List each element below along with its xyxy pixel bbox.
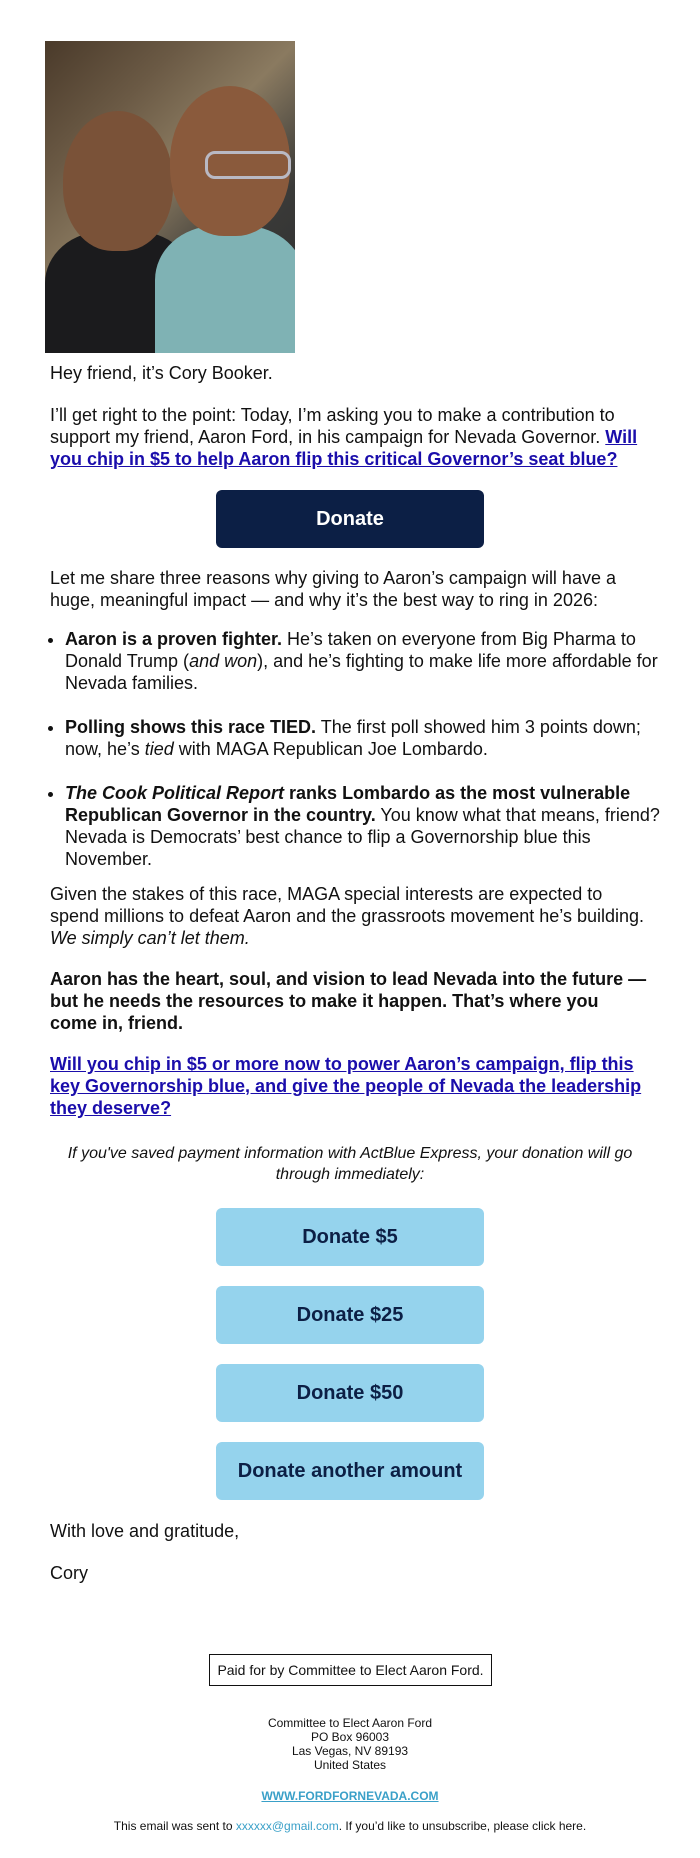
photo-face-left xyxy=(63,111,173,251)
donate-button[interactable]: Donate xyxy=(216,490,484,548)
stakes-text: Given the stakes of this race, MAGA special interests are expected to spend millions to defeat Aaron and the grassroots movement he’s building. xyxy=(50,884,645,926)
donate-other-amount-button[interactable]: Donate another amount xyxy=(216,1442,484,1500)
photo-glasses xyxy=(205,151,291,179)
reason-italic: tied xyxy=(144,739,174,759)
cta-paragraph xyxy=(50,1053,650,1119)
reason-text: He’s taken on everyone from Big Pharma to Donald Trump ( xyxy=(65,629,636,671)
reason-text: with MAGA Republican Joe Lombardo. xyxy=(173,739,488,759)
donate-5-button[interactable]: Donate $5 xyxy=(216,1208,484,1266)
intro-paragraph xyxy=(50,404,650,470)
reason-bold: Polling shows this race TIED. xyxy=(65,717,317,737)
address-line: Committee to Elect Aaron Ford xyxy=(267,1716,433,1730)
stakes-italic: We simply can’t let them. xyxy=(50,928,250,948)
reason-text: You know what that means, friend? Nevada is Democrats’ best chance to flip a Governorship blue this November. xyxy=(65,805,660,869)
list-item xyxy=(65,782,675,870)
list-item xyxy=(65,628,675,694)
mailing-address xyxy=(0,1716,700,1772)
heart-paragraph: Aaron has the heart, soul, and vision to lead Nevada into the future — but he needs the resources to make it happen. That’s where you come in, friend. xyxy=(50,969,647,1033)
reason-bold-italic: The Cook Political Report xyxy=(65,783,285,803)
stakes-paragraph xyxy=(50,883,650,949)
address-line: United States xyxy=(313,1758,387,1772)
express-note: If you've saved payment information with ActBlue Express, your donation will go through immediately: xyxy=(67,1145,633,1183)
reason-bold: ranks Lombardo as the most vulnerable Republican Governor in the country. xyxy=(65,783,631,825)
list-item xyxy=(65,716,675,760)
recipient-email-link[interactable]: xxxxxx@gmail.com xyxy=(235,1819,339,1833)
donate-50-button[interactable]: Donate $50 xyxy=(216,1364,484,1422)
donate-25-button[interactable]: Donate $25 xyxy=(216,1286,484,1344)
reasons-intro: Let me share three reasons why giving to Aaron’s campaign will have a huge, meaningful impact — and why it’s the best way to ring in 2026: xyxy=(50,568,616,610)
footer-prefix: This email was sent to xyxy=(113,1819,236,1833)
unsubscribe-text[interactable]: . If you’d like to unsubscribe, please click here. xyxy=(338,1819,587,1833)
reason-text: ), and he’s fighting to make life more affordable for Nevada families. xyxy=(65,651,658,693)
intro-donate-link[interactable]: Will you chip in $5 to help Aaron flip this critical Governor’s seat blue? xyxy=(50,427,638,469)
address-line: Las Vegas, NV 89193 xyxy=(291,1744,409,1758)
address-line: PO Box 96003 xyxy=(310,1730,390,1744)
intro-text: I’ll get right to the point: Today, I’m asking you to make a contribution to support my friend, Aaron Ford, in his campaign for Nevada Governor. xyxy=(50,405,615,447)
reason-text: The first poll showed him 3 points down; now, he’s xyxy=(65,717,641,759)
greeting: Hey friend, it’s Cory Booker. xyxy=(50,363,273,383)
photo-image xyxy=(45,41,295,353)
signature: Cory xyxy=(50,1563,89,1583)
website-link[interactable]: WWW.FORDFORNEVADA.COM xyxy=(261,1789,439,1803)
reason-italic: and won xyxy=(189,651,258,671)
signoff: With love and gratitude, xyxy=(50,1521,240,1541)
cta-link[interactable]: Will you chip in $5 or more now to power Aaron’s campaign, flip this key Governorship blue, and give the people of Nevada the leadership they deserve? xyxy=(50,1054,642,1118)
footer-text xyxy=(0,1819,700,1833)
reason-bold: Aaron is a proven fighter. xyxy=(65,629,283,649)
photo-shirt-right xyxy=(155,226,295,353)
reasons-list xyxy=(50,628,675,892)
paid-for-disclaimer: Paid for by Committee to Elect Aaron Ford. xyxy=(209,1654,492,1686)
